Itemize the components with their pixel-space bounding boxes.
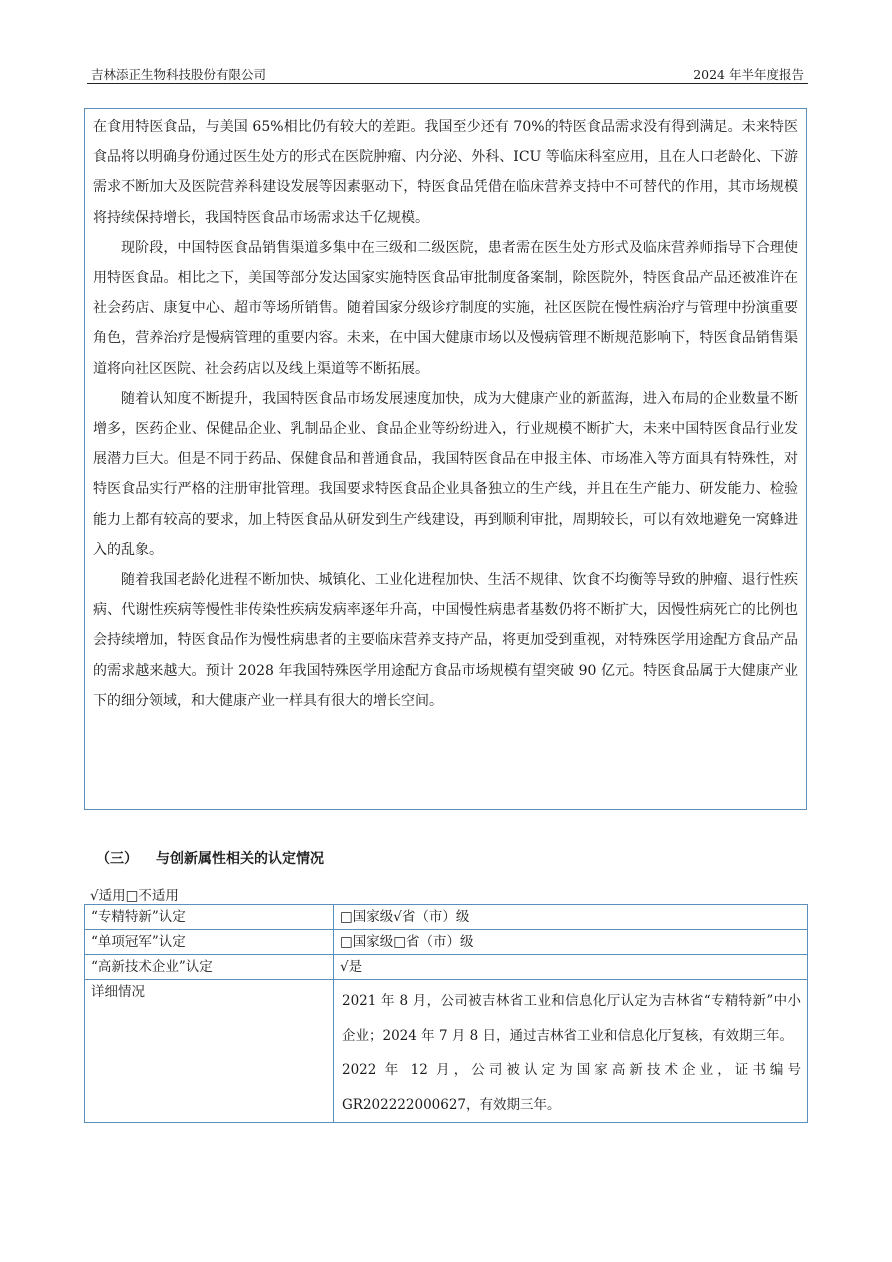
table-row-detail: [85, 980, 808, 1123]
page-header: [87, 63, 808, 84]
row-label: “高新技术企业”认定: [85, 955, 334, 980]
row-value: □国家级√省（市）级: [334, 905, 808, 930]
detail-content: [334, 980, 808, 1123]
row-label: “单项冠军”认定: [85, 930, 334, 955]
applicable-checkbox-text: √适用□不适用: [90, 888, 179, 904]
table-row: [85, 955, 808, 980]
row-label: “专精特新”认定: [85, 905, 334, 930]
body-paragraph-4: 随着我国老龄化进程不断加快、城镇化、工业化进程加快、生活不规律、饮食不均衡等导致的肿瘤、退行性疾病、代谢性疾病等慢性非传染性疾病发病率逐年升高，中国慢性病患者基数仍将不断扩大，因慢性病死亡的比例也会持续增加，特医食品作为慢性病患者的主要临床营养支持产品，将更加受到重视，对特殊医学用途配方食品产品的需求越来越大。预计 2028 年我国特殊医学用途配方食品市场规模有望突破 90 亿元。特医食品属于大健康产业下的细分领域，和大健康产业一样具有很大的增长空间。: [93, 572, 798, 709]
row-value: √是: [334, 955, 808, 980]
body-paragraph-1: 在食用特医食品，与美国 65%相比仍有较大的差距。我国至少还有 70%的特医食品需求没有得到满足。未来特医食品将以明确身份通过医生处方的形式在医院肿瘤、内分泌、外科、ICU 等临床科室应用，且在人口老龄化、下游需求不断加大及医院营养科建设发展等因素驱动下，特医食品凭借在临床营养支持中不可替代的作用，其市场规模将持续保持增长，我国特医食品市场需求达千亿规模。: [93, 119, 798, 226]
header-company-name: 吉林添正生物科技股份有限公司: [91, 67, 267, 82]
header-report-title: 2024 年半年度报告: [693, 67, 804, 82]
detail-label: 详细情况: [85, 980, 334, 1123]
section-heading: [96, 848, 324, 868]
table-row: [85, 905, 808, 930]
detail-paragraph-2: 2022 年 12 月，公司被认定为国家高新技术企业，证书编号 GR202222000627，有效期三年。: [342, 1062, 801, 1113]
section-title: 与创新属性相关的认定情况: [156, 851, 324, 867]
body-text-box: [84, 108, 807, 810]
row-value: □国家级□省（市）级: [334, 930, 808, 955]
body-paragraph-2: 现阶段，中国特医食品销售渠道多集中在三级和二级医院，患者需在医生处方形式及临床营养师指导下合理使用特医食品。相比之下，美国等部分发达国家实施特医食品审批制度备案制，除医院外，特医食品产品还被准许在社会药店、康复中心、超市等场所销售。随着国家分级诊疗制度的实施，社区医院在慢性病治疗与管理中扮演重要角色，营养治疗是慢病管理的重要内容。未来，在中国大健康市场以及慢病管理不断规范影响下，特医食品销售渠道将向社区医院、社会药店以及线上渠道等不断拓展。: [93, 239, 798, 377]
body-paragraph-3: 随着认知度不断提升，我国特医食品市场发展速度加快，成为大健康产业的新蓝海，进入布局的企业数量不断增多，医药企业、保健品企业、乳制品企业、食品企业等纷纷进入，行业规模不断扩大，未来中国特医食品行业发展潜力巨大。但是不同于药品、保健食品和普通食品，我国特医食品在申报主体、市场准入等方面具有特殊性，对特医食品实行严格的注册审批管理。我国要求特医食品企业具备独立的生产线，并且在生产能力、研发能力、检验能力上都有较高的要求，加上特医食品从研发到生产线建设，再到顺利审批，周期较长，可以有效地避免一窝蜂进入的乱象。: [93, 390, 798, 558]
section-number: （三）: [96, 851, 138, 867]
table-row: [85, 930, 808, 955]
detail-paragraph-1: 2021 年 8 月，公司被吉林省工业和信息化厅认定为吉林省“专精特新”中小企业；2024 年 7 月 8 日，通过吉林省工业和信息化厅复核，有效期三年。: [342, 993, 801, 1044]
innovation-certification-table: [84, 904, 808, 1123]
